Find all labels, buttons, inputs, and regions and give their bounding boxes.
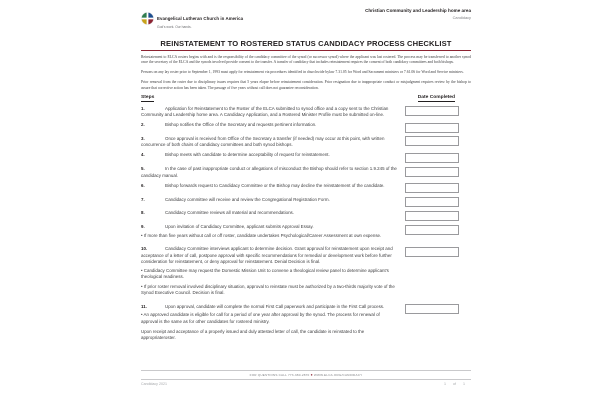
checklist-row [141, 106, 471, 119]
step-text: Upon approval, candidate will complete the normal First Call paperwork and participate in the First Call process. [165, 303, 385, 309]
footer-doc-label: Candidacy 2021 [141, 382, 167, 387]
step-line [141, 197, 397, 204]
brand-block [141, 7, 243, 30]
date-cell [405, 224, 471, 235]
home-area-subtitle: Candidacy [452, 14, 471, 20]
bullet-separator-icon: ● [310, 372, 313, 377]
step-bullet: • If prior roster removal involved disciplinary situation, approval to reinstate must be authorized by a two-thirds majority vote of the Synod Executive Council. Decision is final. [141, 283, 395, 296]
home-area-title: Christian Community and Leadership home area [365, 8, 471, 13]
step-text-cell [141, 197, 397, 204]
step-text: Bishop meets with candidate to determine acceptability of request for reinstatement. [165, 152, 330, 158]
step-number: 8. [141, 210, 145, 216]
step-line [141, 246, 397, 266]
date-cell [405, 152, 471, 163]
step-text-cell [141, 166, 397, 179]
date-completed-input[interactable] [405, 123, 459, 133]
step-number: 10. [141, 246, 148, 252]
title-divider [141, 50, 471, 51]
step-text-cell [141, 224, 397, 242]
date-cell [405, 304, 471, 315]
checklist-row [141, 224, 471, 242]
step-text-cell [141, 136, 397, 149]
checklist-row [141, 152, 471, 163]
step-text: In the case of past inappropriate conduct or allegations of misconduct the Bishop should refer to section 1.9.245 of the candidacy manual. [141, 166, 397, 178]
footer-pagination [444, 382, 465, 386]
step-number: 6. [141, 182, 145, 188]
date-cell [405, 246, 471, 257]
date-completed-input[interactable] [405, 183, 459, 193]
steps-column-header: Steps [141, 95, 155, 101]
date-cell [405, 136, 471, 147]
step-number: 7. [141, 196, 145, 202]
brand-words [157, 7, 243, 30]
step-line [141, 304, 397, 311]
step-number: 1. [141, 105, 145, 111]
page-current: 1 [444, 382, 446, 387]
home-area-block [365, 7, 471, 20]
step-bullet: • Candidacy Committee may request the Domestic Mission Unit to convene a theological review panel to determine applicant's theological readiness. [141, 267, 389, 280]
date-completed-input[interactable] [405, 211, 459, 221]
footer-contact [141, 371, 471, 380]
checklist-row [141, 197, 471, 208]
footer-bottom [141, 380, 471, 387]
checklist-row [141, 246, 471, 300]
step-line [141, 210, 397, 217]
step-line [141, 224, 397, 231]
step-text-cell [141, 152, 397, 159]
date-cell [405, 166, 471, 177]
checklist-header [141, 95, 471, 102]
date-cell [405, 122, 471, 133]
step-number: 4. [141, 152, 145, 158]
footer-phone: FOR QUESTIONS CALL 773-380-2870 [249, 372, 310, 377]
date-completed-input[interactable] [405, 197, 459, 207]
step-text: Candidacy Committee interviews applicant to determine decision. Grant approval for reinstatement upon receipt and acceptance of a letter of call, postpone approval with specific recommendations for remedial or development work before further consideration for reinstatement, or deny approval for reinstatement. Denial Decision is final. [141, 246, 393, 265]
step-text: Candidacy committee will receive and review the Congregational Registration Form. [165, 196, 330, 202]
step-text-cell [141, 210, 397, 217]
step-line [141, 166, 397, 179]
closing-paragraph: Upon receipt and acceptance of a properly issued and duly attested letter of call, the candidate is reinstated to the appropriateroster. [141, 328, 365, 341]
step-text-cell [141, 246, 397, 300]
date-completed-input[interactable] [405, 106, 459, 116]
date-completed-input[interactable] [405, 304, 459, 314]
step-text: Application for Reinstatement to the Roster of the ELCA submitted to synod office and a copy sent to the Christian Community and Leadership home area. A Candidacy Application, and a Rostered Minister Profile must be submitted on-line. [141, 105, 389, 118]
step-line [141, 183, 397, 190]
step-text-cell [141, 183, 397, 190]
page-footer [141, 370, 471, 386]
masthead [141, 0, 471, 30]
step-number: 3. [141, 135, 145, 141]
intro-paragraph: Reinstatement to ELCA rosters begins with and is the responsibility of the candidacy committee of the synod (or successor synod) where the applicant was last rostered. The process may be transferred to another synod once the secretary of the ELCA and the synods involved provide consent to the transfer. A transfer of candidacy that includes reinstatement requires the consent of both candidacy committees and both bishops. [141, 54, 471, 65]
date-cell [405, 210, 471, 221]
step-number: 5. [141, 166, 145, 172]
document-sheet [141, 0, 471, 400]
step-text: Candidacy Committee reviews all material and recommendations. [165, 210, 294, 216]
date-completed-input[interactable] [405, 247, 459, 257]
step-line [141, 106, 397, 119]
step-line [141, 122, 397, 129]
checklist-row [141, 210, 471, 221]
intro-paragraph: Persons on any lay roster prior to September 1, 1993 must apply for reinstatement via procedures identified in churchwide bylaw 7.31.05 for Word and Sacrament ministers or 7.61.06 for Word and Service ministers. [141, 70, 464, 75]
step-number: 11. [141, 303, 147, 309]
step-line [141, 152, 397, 159]
checklist-row [141, 304, 471, 342]
step-bullet: • An approved candidate is eligible for call for a period of one year after approval by the synod. The process for renewal of approval is the same as for other candidates for rostered ministry. [141, 312, 380, 324]
step-text: Upon invitation of Candidacy Committee, applicant submits Approval Essay. [165, 224, 314, 230]
page-title: REINSTATEMENT TO ROSTERED STATUS CANDIDACY PROCESS CHECKLIST [160, 38, 452, 48]
date-cell [405, 197, 471, 208]
checklist-row [141, 122, 471, 133]
elca-cross-shield-icon [141, 12, 154, 25]
date-cell [405, 183, 471, 194]
step-bullet: • If more than five years without call or off roster, candidate undertakes Psychological/Career Assessment at own expense. [141, 233, 382, 238]
checklist-row [141, 183, 471, 194]
page-of-label: of [453, 382, 456, 387]
step-text: Bishop forwards request to Candidacy Committee or the Bishop may decline the reinstatement of the candidate. [165, 182, 385, 188]
step-text-cell [141, 304, 397, 342]
date-completed-column-header: Date Completed [417, 95, 455, 101]
date-completed-input[interactable] [405, 136, 459, 146]
brand-name: Evangelical Lutheran Church in America [157, 16, 244, 21]
step-text-cell [141, 106, 397, 119]
date-completed-input[interactable] [405, 225, 459, 235]
date-completed-input[interactable] [405, 153, 459, 163]
step-number: 2. [141, 122, 145, 128]
step-text: Bishop notifies the Office of the Secretary and requests pertinent information. [165, 122, 317, 128]
checklist-steps [141, 106, 471, 342]
step-line [141, 136, 397, 149]
checklist-row [141, 166, 471, 179]
step-text: Once approval is received from Office of the Secretary a transfer (if needed) may occur at this point, with written concurrence of both chairs of candidacy committees and both synod bishops. [141, 135, 385, 148]
date-cell [405, 106, 471, 117]
checklist-row [141, 136, 471, 149]
step-text-cell [141, 122, 397, 129]
intro-section [141, 55, 471, 91]
brand-tagline: God's work. Our hands. [157, 24, 192, 29]
date-completed-input[interactable] [405, 167, 459, 177]
page-total: 1 [463, 382, 465, 387]
intro-paragraph: Prior removal from the roster due to disciplinary issues requires that 5 years elapse before reinstatement consideration. Prior resignation due to inappropriate conduct or misjudgment requires review by the bishop to assure that corrective action has been taken. The passage of five years without call does not guarantee reconsideration. [141, 79, 471, 90]
step-number: 9. [141, 224, 145, 230]
footer-website-link[interactable]: WWW.ELCA.ORG/CANDIDACY [313, 372, 363, 377]
